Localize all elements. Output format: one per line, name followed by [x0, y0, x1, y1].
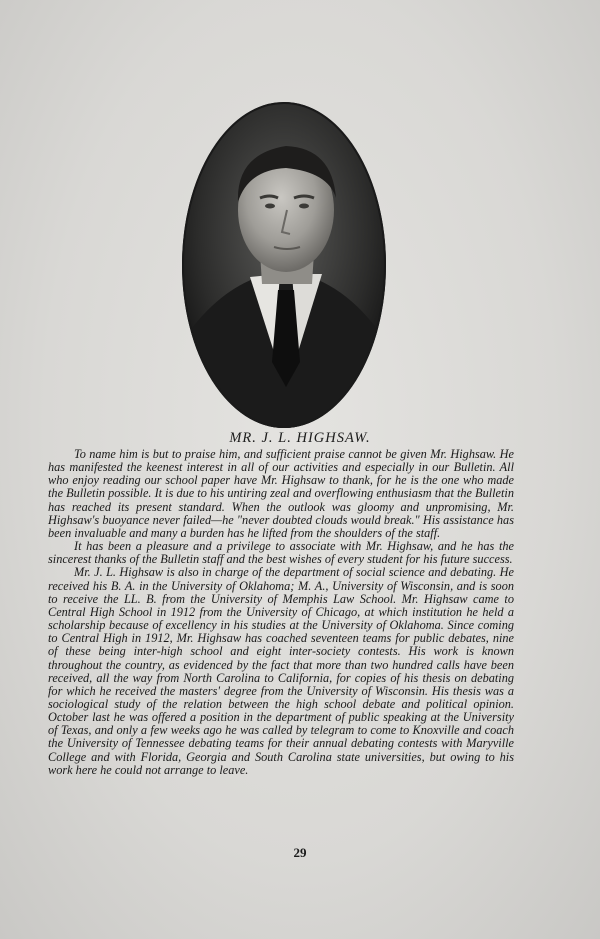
paragraph: Mr. J. L. Highsaw is also in charge of the department of social science and debating. He received his B. A. in the University of Oklahoma; M. A., University of Wisconsin, and is soon to receive the LL. B. from the University of Memphis Law School. Mr. Highsaw came to Central High School in 1912 from the University of Chicago, at which institution he held a scholarship because of excellency in his studies at the University of Oklahoma. Since coming to Central High in 1912, Mr. Highsaw has coached seventeen teams for public debates, nine of these being inter-high school and eight inter-society contests. His work is known throughout the country, as evidenced by the fact that more than two hundred calls have been received, all the way from North Carolina to California, for copies of his thesis on debating for which he received the masters' degree from the University of Wisconsin. His thesis was a sociological study of the relation between the high school debate and political opinion. October last he was offered a position in the department of public speaking at the University of Texas, and only a few weeks ago he was called by telegram to come to Knoxville and coach the University of Tennessee debating teams for their annual debating contests with Maryville College and with Florida, Georgia and South Carolina state universities, but owing to his work here he could not arrange to leave. [48, 565, 514, 777]
paragraph: It has been a pleasure and a privilege to associate with Mr. Highsaw, and he has the sincerest thanks of the Bulletin staff and the best wishes of every student for his future success. [48, 539, 514, 567]
article-body [48, 448, 514, 777]
portrait-caption: MR. J. L. HIGHSAW. [229, 430, 371, 446]
page-number: 29 [293, 845, 307, 860]
portrait-photo [182, 102, 386, 428]
paragraph: To name him is but to praise him, and sufficient praise cannot be given Mr. Highsaw. He has manifested the keenest interest in all of our activities and especially in our Bulletin. All who enjoy reading our school paper have Mr. Highsaw to thank, for he is the one who made the Bulletin possible. It is due to his untiring zeal and overflowing enthusiasm that the Bulletin has reached its present standard. When the outlook was gloomy and unpromising, Mr. Highsaw's buoyance never failed—he "never doubted clouds would break." His assistance has been invaluable and many a burden has he lifted from the shoulders of the staff. [48, 447, 514, 540]
